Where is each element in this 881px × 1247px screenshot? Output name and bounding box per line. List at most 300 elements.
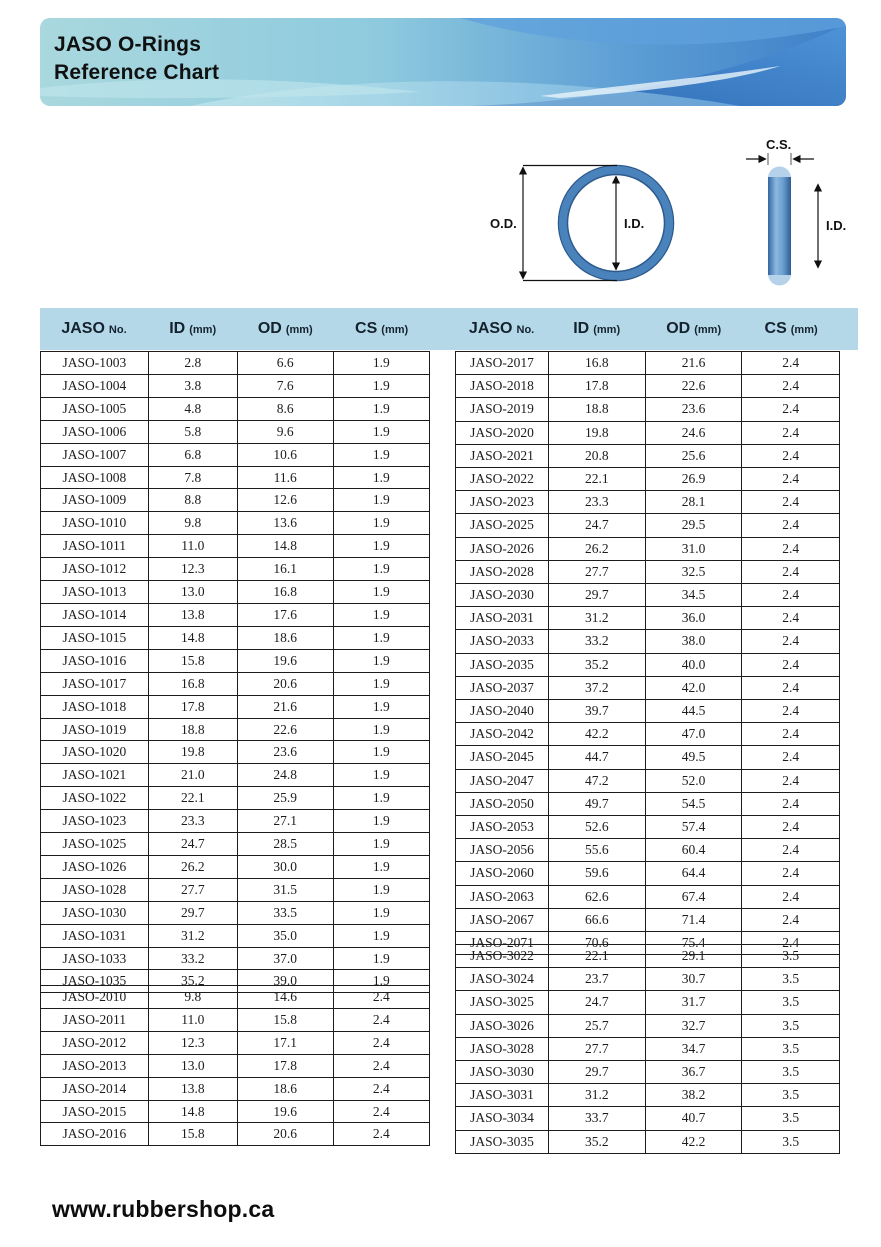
table-row — [456, 352, 840, 375]
od-mm-cell: 25.6 — [645, 444, 742, 467]
cs-mm-cell: 2.4 — [742, 491, 840, 514]
cs-mm-cell: 1.9 — [333, 603, 429, 626]
table-row — [41, 986, 430, 1009]
cs-mm-cell: 1.9 — [333, 855, 429, 878]
jaso-no-cell: JASO-2012 — [41, 1031, 149, 1054]
table-row — [41, 787, 430, 810]
jaso-no-cell: JASO-2047 — [456, 769, 549, 792]
table-header-band — [40, 308, 858, 350]
jaso-no-cell: JASO-2071 — [456, 932, 549, 955]
id-mm-cell: 5.8 — [148, 420, 237, 443]
id-mm-cell: 9.8 — [148, 512, 237, 535]
table-row — [456, 630, 840, 653]
col-header-id: ID (mm) — [573, 320, 621, 337]
od-mm-cell: 64.4 — [645, 862, 742, 885]
od-mm-cell: 37.0 — [237, 947, 333, 970]
id-mm-cell: 11.0 — [148, 1008, 237, 1031]
jaso-no-cell: JASO-1035 — [41, 970, 149, 993]
table-row — [456, 839, 840, 862]
id-mm-cell: 22.1 — [548, 468, 645, 491]
id-mm-cell: 17.8 — [548, 375, 645, 398]
cs-mm-cell: 1.9 — [333, 810, 429, 833]
cs-mm-cell: 2.4 — [742, 537, 840, 560]
cs-mm-cell: 1.9 — [333, 535, 429, 558]
cs-mm-cell: 2.4 — [742, 769, 840, 792]
col-header-od: OD (mm) — [666, 320, 722, 337]
table-row — [456, 421, 840, 444]
jaso-no-cell: JASO-2035 — [456, 653, 549, 676]
cs-mm-cell: 2.4 — [742, 560, 840, 583]
table-row — [41, 901, 430, 924]
id-label-side: I.D. — [826, 218, 847, 233]
id-mm-cell: 16.8 — [548, 352, 645, 375]
table-row — [41, 855, 430, 878]
cs-mm-cell: 1.9 — [333, 672, 429, 695]
cs-mm-cell: 1.9 — [333, 374, 429, 397]
od-mm-cell: 18.6 — [237, 1077, 333, 1100]
od-mm-cell: 42.2 — [645, 1130, 742, 1153]
id-mm-cell: 15.8 — [148, 1123, 237, 1146]
jaso-no-cell: JASO-2015 — [41, 1100, 149, 1123]
id-mm-cell: 14.8 — [148, 626, 237, 649]
od-mm-cell: 22.6 — [645, 375, 742, 398]
id-mm-cell: 14.8 — [148, 1100, 237, 1123]
id-mm-cell: 25.7 — [548, 1014, 645, 1037]
od-mm-cell: 19.6 — [237, 1100, 333, 1123]
table-row — [456, 398, 840, 421]
od-mm-cell: 40.7 — [645, 1107, 742, 1130]
od-mm-cell: 54.5 — [645, 792, 742, 815]
cs-mm-cell: 3.5 — [742, 1037, 840, 1060]
od-mm-cell: 35.0 — [237, 924, 333, 947]
id-mm-cell: 19.8 — [548, 421, 645, 444]
od-mm-cell: 52.0 — [645, 769, 742, 792]
cs-mm-cell: 1.9 — [333, 741, 429, 764]
table-row — [456, 607, 840, 630]
jaso-no-cell: JASO-1023 — [41, 810, 149, 833]
jaso-no-cell: JASO-2053 — [456, 816, 549, 839]
jaso-no-cell: JASO-2063 — [456, 885, 549, 908]
cs-mm-cell: 2.4 — [333, 1123, 429, 1146]
id-mm-cell: 21.0 — [148, 764, 237, 787]
table-row — [41, 581, 430, 604]
jaso-no-cell: JASO-1004 — [41, 374, 149, 397]
id-mm-cell: 9.8 — [148, 986, 237, 1009]
id-mm-cell: 62.6 — [548, 885, 645, 908]
id-label-front: I.D. — [624, 216, 645, 231]
cs-mm-cell: 2.4 — [742, 862, 840, 885]
table-row — [41, 1008, 430, 1031]
jaso-no-cell: JASO-2021 — [456, 444, 549, 467]
col-header-cs: CS (mm) — [355, 320, 409, 337]
od-mm-cell: 42.0 — [645, 676, 742, 699]
od-mm-cell: 29.1 — [645, 945, 742, 968]
od-mm-cell: 17.6 — [237, 603, 333, 626]
id-mm-cell: 29.7 — [548, 1061, 645, 1084]
table-row — [456, 584, 840, 607]
cs-mm-cell: 1.9 — [333, 581, 429, 604]
cs-mm-cell: 3.5 — [742, 1107, 840, 1130]
cs-mm-cell: 1.9 — [333, 558, 429, 581]
od-mm-cell: 26.9 — [645, 468, 742, 491]
od-mm-cell: 14.8 — [237, 535, 333, 558]
id-mm-cell: 16.8 — [148, 672, 237, 695]
cs-mm-cell: 1.9 — [333, 878, 429, 901]
jaso-no-cell: JASO-3028 — [456, 1037, 549, 1060]
id-mm-cell: 27.7 — [148, 878, 237, 901]
table-row — [456, 700, 840, 723]
cs-mm-cell: 1.9 — [333, 466, 429, 489]
jaso-no-cell: JASO-1026 — [41, 855, 149, 878]
id-mm-cell: 31.2 — [548, 1084, 645, 1107]
table-row — [456, 491, 840, 514]
jaso-no-cell: JASO-1008 — [41, 466, 149, 489]
jaso-no-cell: JASO-2023 — [456, 491, 549, 514]
cs-mm-cell: 3.5 — [742, 1130, 840, 1153]
jaso-no-cell: JASO-2014 — [41, 1077, 149, 1100]
id-mm-cell: 33.2 — [148, 947, 237, 970]
left-table-section1 — [40, 351, 430, 993]
table-row — [41, 947, 430, 970]
od-mm-cell: 31.5 — [237, 878, 333, 901]
id-mm-cell: 66.6 — [548, 908, 645, 931]
table-row — [41, 718, 430, 741]
id-mm-cell: 31.2 — [148, 924, 237, 947]
od-mm-cell: 31.7 — [645, 991, 742, 1014]
table-row — [41, 764, 430, 787]
cs-mm-cell: 1.9 — [333, 970, 429, 993]
cs-mm-cell: 1.9 — [333, 718, 429, 741]
table-row — [41, 1031, 430, 1054]
jaso-no-cell: JASO-2010 — [41, 986, 149, 1009]
cs-mm-cell: 2.4 — [742, 839, 840, 862]
od-mm-cell: 57.4 — [645, 816, 742, 839]
col-header-jaso-no: JASO No. — [468, 320, 535, 337]
table-row — [41, 512, 430, 535]
id-mm-cell: 18.8 — [148, 718, 237, 741]
od-mm-cell: 71.4 — [645, 908, 742, 931]
od-mm-cell: 27.1 — [237, 810, 333, 833]
od-mm-cell: 23.6 — [237, 741, 333, 764]
jaso-no-cell: JASO-3025 — [456, 991, 549, 1014]
cs-mm-cell: 2.4 — [333, 1100, 429, 1123]
cs-mm-cell: 2.4 — [742, 746, 840, 769]
od-mm-cell: 17.1 — [237, 1031, 333, 1054]
id-mm-cell: 39.7 — [548, 700, 645, 723]
table-row — [41, 741, 430, 764]
jaso-no-cell: JASO-1006 — [41, 420, 149, 443]
od-mm-cell: 30.7 — [645, 968, 742, 991]
id-mm-cell: 26.2 — [548, 537, 645, 560]
jaso-no-cell: JASO-3022 — [456, 945, 549, 968]
jaso-no-cell: JASO-3031 — [456, 1084, 549, 1107]
cs-mm-cell: 1.9 — [333, 397, 429, 420]
cs-mm-cell: 1.9 — [333, 901, 429, 924]
cs-mm-cell: 2.4 — [742, 398, 840, 421]
cs-mm-cell: 1.9 — [333, 764, 429, 787]
od-mm-cell: 36.7 — [645, 1061, 742, 1084]
jaso-no-cell: JASO-1009 — [41, 489, 149, 512]
jaso-no-cell: JASO-1021 — [41, 764, 149, 787]
od-mm-cell: 38.2 — [645, 1084, 742, 1107]
table-row — [456, 1037, 840, 1060]
od-mm-cell: 47.0 — [645, 723, 742, 746]
cs-mm-cell: 3.5 — [742, 1014, 840, 1037]
jaso-no-cell: JASO-2042 — [456, 723, 549, 746]
od-mm-cell: 7.6 — [237, 374, 333, 397]
website-link[interactable]: www.rubbershop.ca — [52, 1196, 275, 1222]
od-mm-cell: 67.4 — [645, 885, 742, 908]
id-mm-cell: 27.7 — [548, 560, 645, 583]
cs-mm-cell: 2.4 — [333, 986, 429, 1009]
cs-mm-cell: 1.9 — [333, 787, 429, 810]
cs-mm-cell: 2.4 — [742, 630, 840, 653]
id-mm-cell: 2.8 — [148, 352, 237, 375]
oring-front-view — [490, 166, 674, 281]
od-mm-cell: 44.5 — [645, 700, 742, 723]
table-row — [456, 1014, 840, 1037]
id-mm-cell: 26.2 — [148, 855, 237, 878]
cs-mm-cell: 1.9 — [333, 649, 429, 672]
od-mm-cell: 49.5 — [645, 746, 742, 769]
cs-mm-cell: 2.4 — [333, 1077, 429, 1100]
od-mm-cell: 33.5 — [237, 901, 333, 924]
cs-mm-cell: 1.9 — [333, 833, 429, 856]
jaso-no-cell: JASO-2045 — [456, 746, 549, 769]
table-row — [41, 924, 430, 947]
od-mm-cell: 23.6 — [645, 398, 742, 421]
table-row — [456, 537, 840, 560]
table-row — [456, 862, 840, 885]
cs-mm-cell: 1.9 — [333, 626, 429, 649]
table-row — [456, 792, 840, 815]
table-row — [41, 1054, 430, 1077]
jaso-no-cell: JASO-2050 — [456, 792, 549, 815]
jaso-no-cell: JASO-2020 — [456, 421, 549, 444]
table-row — [41, 420, 430, 443]
table-row — [456, 653, 840, 676]
od-mm-cell: 21.6 — [645, 352, 742, 375]
od-mm-cell: 34.7 — [645, 1037, 742, 1060]
od-mm-cell: 34.5 — [645, 584, 742, 607]
cs-mm-cell: 2.4 — [742, 676, 840, 699]
right-table-section1 — [455, 351, 840, 955]
od-mm-cell: 17.8 — [237, 1054, 333, 1077]
id-mm-cell: 42.2 — [548, 723, 645, 746]
od-mm-cell: 6.6 — [237, 352, 333, 375]
id-mm-cell: 19.8 — [148, 741, 237, 764]
table-row — [41, 352, 430, 375]
jaso-no-cell: JASO-1003 — [41, 352, 149, 375]
cs-mm-cell: 2.4 — [742, 885, 840, 908]
od-mm-cell: 24.8 — [237, 764, 333, 787]
cs-mm-cell: 1.9 — [333, 947, 429, 970]
od-mm-cell: 8.6 — [237, 397, 333, 420]
cs-mm-cell: 2.4 — [742, 375, 840, 398]
od-mm-cell: 28.5 — [237, 833, 333, 856]
table-row — [456, 676, 840, 699]
jaso-no-cell: JASO-1010 — [41, 512, 149, 535]
id-mm-cell: 29.7 — [548, 584, 645, 607]
jaso-no-cell: JASO-1018 — [41, 695, 149, 718]
table-row — [456, 468, 840, 491]
table-row — [41, 1123, 430, 1146]
jaso-no-cell: JASO-2033 — [456, 630, 549, 653]
jaso-no-cell: JASO-1033 — [41, 947, 149, 970]
jaso-no-cell: JASO-2011 — [41, 1008, 149, 1031]
table-row — [456, 885, 840, 908]
cs-mm-cell: 3.5 — [742, 968, 840, 991]
jaso-no-cell: JASO-2028 — [456, 560, 549, 583]
od-mm-cell: 18.6 — [237, 626, 333, 649]
od-mm-cell: 16.1 — [237, 558, 333, 581]
id-mm-cell: 13.0 — [148, 581, 237, 604]
jaso-no-cell: JASO-1028 — [41, 878, 149, 901]
table-row — [456, 444, 840, 467]
id-mm-cell: 18.8 — [548, 398, 645, 421]
table-row — [41, 1100, 430, 1123]
od-mm-cell: 25.9 — [237, 787, 333, 810]
od-mm-cell: 38.0 — [645, 630, 742, 653]
page-title-line2: Reference Chart — [54, 61, 220, 84]
table-row — [456, 968, 840, 991]
od-mm-cell: 60.4 — [645, 839, 742, 862]
id-mm-cell: 7.8 — [148, 466, 237, 489]
cs-mm-cell: 2.4 — [333, 1054, 429, 1077]
table-row — [456, 560, 840, 583]
cs-mm-cell: 2.4 — [742, 468, 840, 491]
id-mm-cell: 12.3 — [148, 558, 237, 581]
jaso-no-cell: JASO-2022 — [456, 468, 549, 491]
table-row — [41, 649, 430, 672]
cs-mm-cell: 1.9 — [333, 489, 429, 512]
table-row — [41, 374, 430, 397]
table-row — [41, 833, 430, 856]
cs-mm-cell: 2.4 — [742, 723, 840, 746]
id-mm-cell: 17.8 — [148, 695, 237, 718]
cs-mm-cell: 2.4 — [742, 444, 840, 467]
jaso-no-cell: JASO-2060 — [456, 862, 549, 885]
cs-mm-cell: 2.4 — [742, 908, 840, 931]
table-row — [41, 397, 430, 420]
jaso-no-cell: JASO-2017 — [456, 352, 549, 375]
jaso-no-cell: JASO-1019 — [41, 718, 149, 741]
jaso-no-cell: JASO-2013 — [41, 1054, 149, 1077]
table-row — [41, 443, 430, 466]
od-mm-cell: 20.6 — [237, 672, 333, 695]
cs-label: C.S. — [766, 137, 792, 152]
id-mm-cell: 20.8 — [548, 444, 645, 467]
cs-mm-cell: 2.4 — [742, 792, 840, 815]
cs-mm-cell: 3.5 — [742, 1084, 840, 1107]
table-row — [456, 945, 840, 968]
header-banner — [40, 18, 846, 106]
col-header-cs: CS (mm) — [764, 320, 818, 337]
jaso-no-cell: JASO-1017 — [41, 672, 149, 695]
jaso-no-cell: JASO-1016 — [41, 649, 149, 672]
id-mm-cell: 49.7 — [548, 792, 645, 815]
cs-mm-cell: 3.5 — [742, 991, 840, 1014]
jaso-no-cell: JASO-3030 — [456, 1061, 549, 1084]
table-row — [456, 514, 840, 537]
id-mm-cell: 47.2 — [548, 769, 645, 792]
cs-mm-cell: 2.4 — [742, 514, 840, 537]
jaso-no-cell: JASO-1020 — [41, 741, 149, 764]
col-header-id: ID (mm) — [169, 320, 217, 337]
id-mm-cell: 15.8 — [148, 649, 237, 672]
od-mm-cell: 13.6 — [237, 512, 333, 535]
table-row — [456, 991, 840, 1014]
page-title — [54, 31, 219, 87]
od-mm-cell: 32.7 — [645, 1014, 742, 1037]
table-row — [456, 769, 840, 792]
jaso-no-cell: JASO-1014 — [41, 603, 149, 626]
id-mm-cell: 23.7 — [548, 968, 645, 991]
table-row — [456, 1130, 840, 1153]
jaso-no-cell: JASO-3035 — [456, 1130, 549, 1153]
jaso-no-cell: JASO-1022 — [41, 787, 149, 810]
cs-mm-cell: 2.4 — [742, 352, 840, 375]
cs-mm-cell: 1.9 — [333, 443, 429, 466]
cs-mm-cell: 1.9 — [333, 420, 429, 443]
od-mm-cell: 75.4 — [645, 932, 742, 955]
od-mm-cell: 29.5 — [645, 514, 742, 537]
id-mm-cell: 24.7 — [148, 833, 237, 856]
jaso-no-cell: JASO-1025 — [41, 833, 149, 856]
id-mm-cell: 27.7 — [548, 1037, 645, 1060]
od-mm-cell: 30.0 — [237, 855, 333, 878]
table-row — [41, 1077, 430, 1100]
table-row — [41, 672, 430, 695]
jaso-no-cell: JASO-1031 — [41, 924, 149, 947]
od-label: O.D. — [490, 216, 517, 231]
cs-mm-cell: 1.9 — [333, 924, 429, 947]
od-mm-cell: 36.0 — [645, 607, 742, 630]
id-mm-cell: 12.3 — [148, 1031, 237, 1054]
table-row — [456, 1107, 840, 1130]
jaso-no-cell: JASO-2056 — [456, 839, 549, 862]
id-mm-cell: 35.2 — [148, 970, 237, 993]
id-mm-cell: 23.3 — [548, 491, 645, 514]
table-row — [41, 466, 430, 489]
jaso-no-cell: JASO-1012 — [41, 558, 149, 581]
id-mm-cell: 4.8 — [148, 397, 237, 420]
od-mm-cell: 11.6 — [237, 466, 333, 489]
jaso-no-cell: JASO-1007 — [41, 443, 149, 466]
jaso-no-cell: JASO-2067 — [456, 908, 549, 931]
id-mm-cell: 22.1 — [148, 787, 237, 810]
cs-mm-cell: 2.4 — [742, 816, 840, 839]
col-header-jaso-no: JASO No. — [61, 320, 127, 337]
cs-mm-cell: 2.4 — [333, 1008, 429, 1031]
jaso-no-cell: JASO-3026 — [456, 1014, 549, 1037]
table-row — [456, 1084, 840, 1107]
table-row — [456, 375, 840, 398]
id-mm-cell: 24.7 — [548, 514, 645, 537]
jaso-no-cell: JASO-1005 — [41, 397, 149, 420]
jaso-no-cell: JASO-1013 — [41, 581, 149, 604]
id-mm-cell: 35.2 — [548, 653, 645, 676]
id-mm-cell: 13.8 — [148, 603, 237, 626]
od-mm-cell: 21.6 — [237, 695, 333, 718]
jaso-no-cell: JASO-3024 — [456, 968, 549, 991]
id-mm-cell: 52.6 — [548, 816, 645, 839]
id-mm-cell: 35.2 — [548, 1130, 645, 1153]
id-mm-cell: 59.6 — [548, 862, 645, 885]
oring-side-view — [746, 137, 846, 286]
od-mm-cell: 24.6 — [645, 421, 742, 444]
cs-mm-cell: 2.4 — [742, 607, 840, 630]
